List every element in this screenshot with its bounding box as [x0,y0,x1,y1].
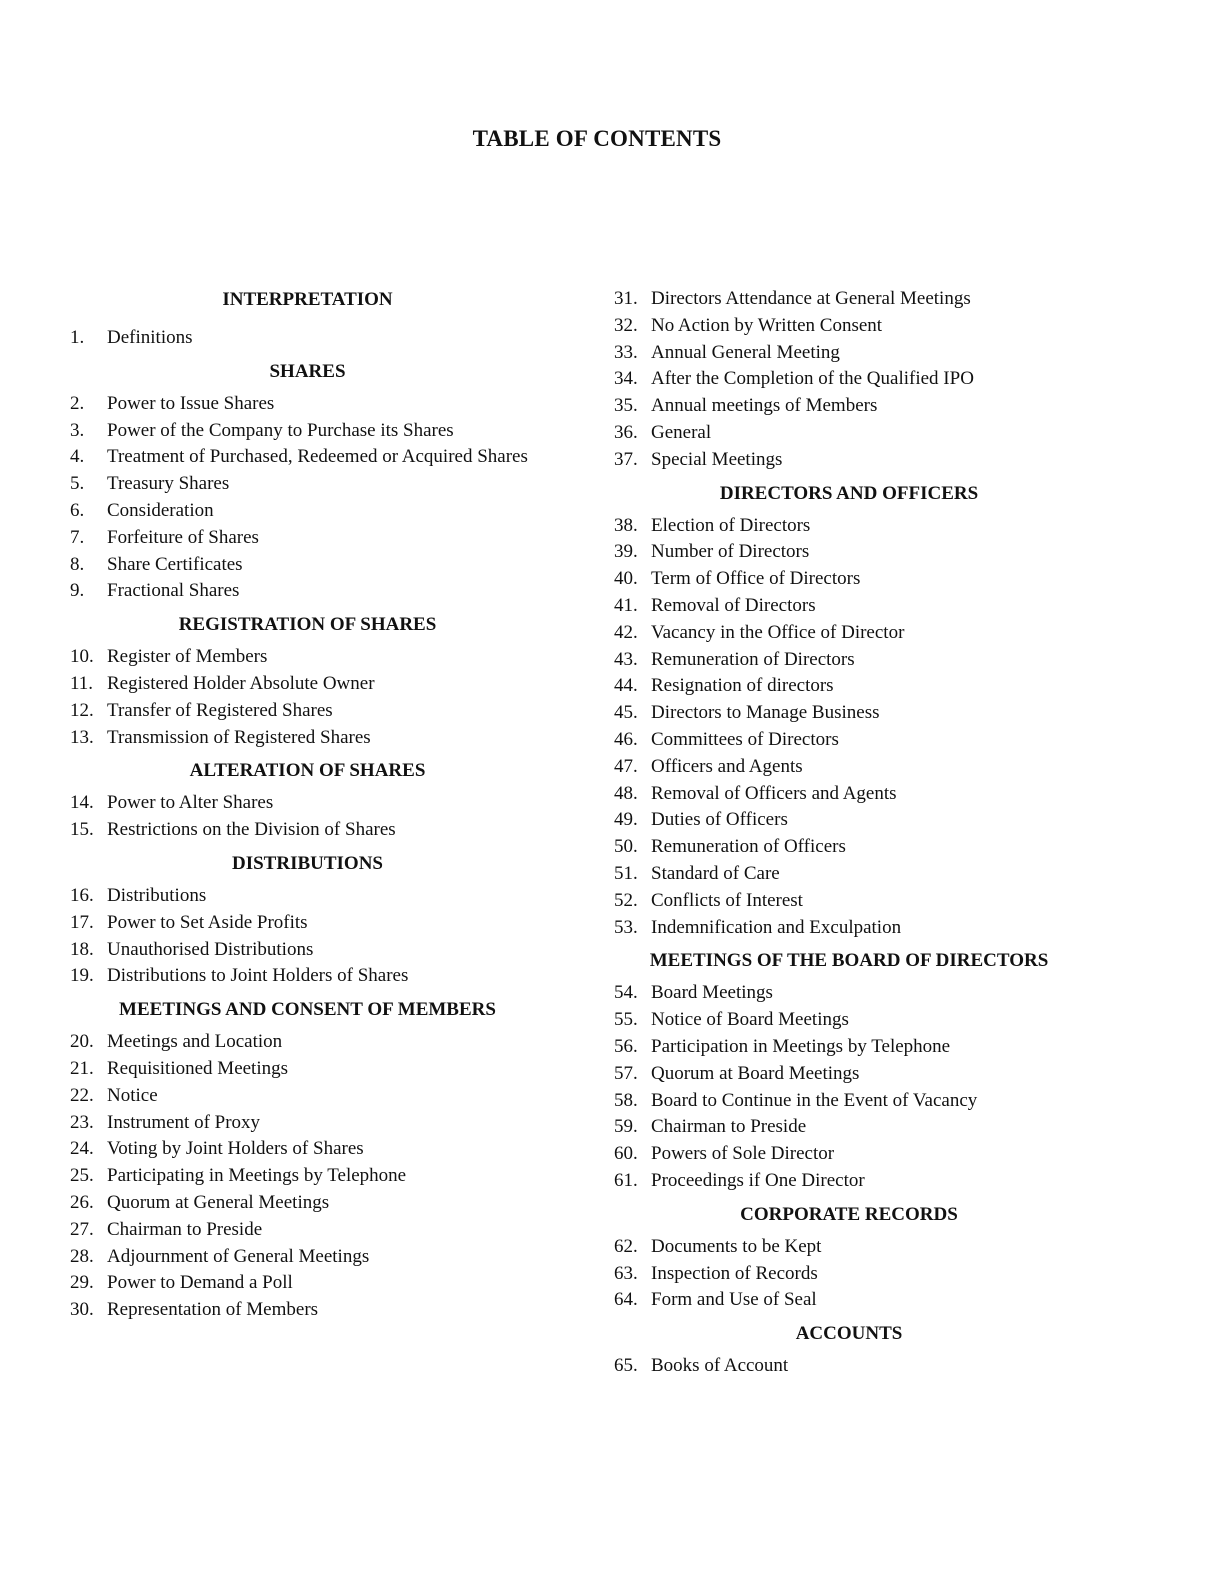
toc-entry-number: 19. [70,965,94,987]
toc-entry-title: Register of Members [107,646,268,668]
toc-entry-number: 65. [614,1355,638,1377]
toc-entry [70,963,545,990]
toc-entry-number: 21. [70,1057,94,1079]
toc-entry-title: Board Meetings [651,982,773,1004]
section-heading: SHARES [269,360,346,382]
toc-entry-title: Removal of Directors [651,594,816,616]
toc-entry-title: Chairman to Preside [651,1116,807,1138]
toc-entry-number: 6. [70,499,85,521]
toc-entry [70,525,545,552]
toc-entry-title: Indemnification and Exculpation [651,916,902,938]
toc-entry-number: 3. [70,419,85,441]
toc-entry [614,566,1084,593]
toc-entry [70,937,545,964]
toc-entry-number: 46. [614,728,638,750]
toc-entry-title: Instrument of Proxy [107,1111,261,1133]
toc-entry-number: 47. [614,755,638,777]
toc-entry [70,1083,545,1110]
toc-entry-title: Vacancy in the Office of Director [651,621,905,643]
toc-entry [70,790,545,817]
toc-entry-number: 23. [70,1111,94,1133]
toc-entry-title: Definitions [107,327,193,348]
toc-entry [70,644,545,671]
toc-entry [70,325,545,352]
toc-entry [614,620,1084,647]
section-heading: DISTRIBUTIONS [232,852,383,874]
toc-entry-title: Power to Issue Shares [107,392,275,414]
toc-entry [70,817,545,844]
section-heading: ACCOUNTS [795,1323,903,1345]
toc-entry-title: Treasury Shares [107,473,230,495]
toc-entry-number: 28. [70,1245,94,1267]
toc-entry [614,1168,1084,1195]
toc-entry-title: Term of Office of Directors [651,568,861,590]
toc-entry-number: 60. [614,1143,638,1165]
toc-entry-title: Annual meetings of Members [651,395,878,417]
toc-entry-number: 33. [614,341,638,363]
toc-entry [614,888,1084,915]
toc-entry-number: 58. [614,1089,638,1111]
toc-entry-title: Unauthorised Distributions [107,938,314,960]
toc-entry-number: 17. [70,911,94,933]
toc-entry-title: Meetings and Location [107,1031,283,1053]
toc-entry-title: Powers of Sole Director [651,1143,835,1165]
toc-entry [614,807,1084,834]
toc-entry [70,1136,545,1163]
toc-entry [614,593,1084,620]
toc-entry [614,340,1084,367]
toc-entry-title: No Action by Written Consent [651,314,883,336]
toc-entry-title: General [651,421,712,443]
toc-entry-title: Number of Directors [651,541,810,563]
toc-entry [70,418,545,445]
toc-entry [614,286,1084,313]
toc-entry [70,1297,545,1324]
toc-entry-number: 1. [70,327,85,348]
toc-entry-number: 64. [614,1289,638,1311]
section-heading: INTERPRETATION [222,289,393,310]
toc-entry-title: Adjournment of General Meetings [107,1245,370,1267]
toc-entry-number: 8. [70,553,85,575]
toc-entry-title: Remuneration of Directors [651,648,855,670]
toc-entry-title: Conflicts of Interest [651,889,803,911]
toc-entry-title: Proceedings if One Director [651,1169,865,1191]
toc-entry [70,1190,545,1217]
toc-entry [70,1110,545,1137]
toc-entry [70,1217,545,1244]
section-heading: MEETINGS OF THE BOARD OF DIRECTORS [649,950,1049,972]
toc-entry-title: Share Certificates [107,553,243,575]
toc-entry-number: 51. [614,862,638,884]
toc-entry-number: 2. [70,392,85,414]
toc-entry-title: Remuneration of Officers [651,836,846,858]
toc-entry-title: Board to Continue in the Event of Vacancy [651,1089,978,1111]
toc-entry [614,1261,1084,1288]
toc-entry-number: 25. [70,1165,94,1187]
toc-entry-title: Documents to be Kept [651,1235,822,1257]
toc-entry-title: Duties of Officers [651,809,788,831]
toc-entry-number: 62. [614,1235,638,1257]
toc-entry-number: 50. [614,836,638,858]
toc-entry-title: Power to Demand a Poll [107,1272,293,1294]
toc-entry-number: 31. [614,288,638,309]
toc-entry [70,698,545,725]
toc-entry-number: 13. [70,726,94,748]
toc-entry-number: 20. [70,1031,94,1053]
toc-entry-title: Voting by Joint Holders of Shares [107,1138,364,1160]
toc-entry-number: 41. [614,594,638,616]
toc-entry [70,1056,545,1083]
toc-entry-number: 30. [70,1299,94,1321]
toc-entry [70,471,545,498]
toc-entry-number: 16. [70,884,94,906]
toc-right-column [614,286,1084,1380]
toc-entry-number: 4. [70,446,85,468]
toc-entry-number: 32. [614,314,638,336]
toc-entry-number: 42. [614,621,638,643]
toc-entry-title: Restrictions on the Division of Shares [107,819,396,841]
toc-entry [70,498,545,525]
toc-entry-number: 44. [614,675,638,697]
toc-entry-title: Requisitioned Meetings [107,1057,289,1079]
toc-entry-number: 61. [614,1169,638,1191]
toc-left-column [70,286,545,1324]
toc-entry-number: 26. [70,1191,94,1213]
toc-entry [614,1034,1084,1061]
toc-entry-title: Notice [107,1084,158,1106]
toc-entry [70,1244,545,1271]
toc-entry-number: 43. [614,648,638,670]
toc-entry [614,1234,1084,1261]
toc-entry [614,1088,1084,1115]
toc-entry [70,552,545,579]
page-title: TABLE OF CONTENTS [472,126,722,151]
toc-entry-title: Quorum at General Meetings [107,1191,330,1213]
toc-entry [70,1029,545,1056]
toc-entry-number: 39. [614,541,638,563]
toc-entry-title: Participating in Meetings by Telephone [107,1165,407,1187]
toc-entry-number: 7. [70,526,85,548]
toc-entry [70,671,545,698]
toc-entry [614,781,1084,808]
toc-entry-title: Distributions to Joint Holders of Shares [107,965,409,987]
toc-entry [614,915,1084,942]
toc-entry [614,447,1084,474]
toc-entry [614,513,1084,540]
toc-entry-number: 29. [70,1272,94,1294]
toc-entry-number: 48. [614,782,638,804]
toc-entry-number: 36. [614,421,638,443]
toc-entry-title: Inspection of Records [651,1262,818,1284]
toc-entry-number: 40. [614,568,638,590]
toc-entry [614,1061,1084,1088]
toc-entry-number: 54. [614,982,638,1004]
toc-entry-number: 27. [70,1218,94,1240]
toc-entry [70,883,545,910]
toc-entry [614,1287,1084,1314]
toc-entry-title: Power of the Company to Purchase its Shares [107,419,454,441]
toc-entry [70,1163,545,1190]
section-heading: REGISTRATION OF SHARES [178,614,437,636]
toc-entry-title: Directors Attendance at General Meetings [651,288,971,309]
toc-entry [614,420,1084,447]
toc-entry-number: 12. [70,699,94,721]
toc-entry-title: After the Completion of the Qualified IPO [651,368,974,390]
toc-entry-title: Special Meetings [651,448,783,470]
toc-entry-title: Annual General Meeting [651,341,840,363]
toc-entry-title: Quorum at Board Meetings [651,1062,860,1084]
toc-entry-title: Chairman to Preside [107,1218,263,1240]
toc-entry-title: Fractional Shares [107,580,240,602]
toc-entry-number: 59. [614,1116,638,1138]
toc-entry-title: Forfeiture of Shares [107,526,259,548]
toc-entry-title: Transmission of Registered Shares [107,726,371,748]
toc-entry-number: 57. [614,1062,638,1084]
toc-entry-number: 9. [70,580,85,602]
toc-entry-title: Committees of Directors [651,728,839,750]
toc-entry [614,700,1084,727]
toc-entry-number: 10. [70,646,94,668]
toc-entry [614,834,1084,861]
toc-entry-title: Treatment of Purchased, Redeemed or Acquired Shares [107,446,528,468]
toc-entry [614,366,1084,393]
toc-entry-number: 45. [614,702,638,724]
toc-entry-title: Registered Holder Absolute Owner [107,672,375,694]
toc-entry-title: Transfer of Registered Shares [107,699,333,721]
toc-entry [614,647,1084,674]
toc-entry [614,754,1084,781]
toc-entry-number: 38. [614,514,638,536]
toc-entry-title: Directors to Manage Business [651,702,880,724]
toc-entry-number: 15. [70,819,94,841]
toc-entry-number: 24. [70,1138,94,1160]
toc-entry [70,910,545,937]
toc-entry-number: 34. [614,368,638,390]
toc-entry [614,539,1084,566]
toc-entry-number: 37. [614,448,638,470]
toc-entry-number: 56. [614,1035,638,1057]
section-heading: DIRECTORS AND OFFICERS [719,482,979,504]
toc-entry-title: Power to Alter Shares [107,792,274,814]
toc-entry-title: Representation of Members [107,1299,319,1321]
toc-entry [614,980,1084,1007]
toc-entry [70,578,545,605]
toc-entry-number: 5. [70,473,85,495]
toc-entry-title: Notice of Board Meetings [651,1009,849,1031]
toc-entry-title: Participation in Meetings by Telephone [651,1035,951,1057]
toc-entry [614,1141,1084,1168]
toc-entry-number: 14. [70,792,94,814]
toc-entry-number: 35. [614,395,638,417]
toc-entry [614,313,1084,340]
toc-entry [614,1007,1084,1034]
toc-entry [70,444,545,471]
toc-entry [614,393,1084,420]
toc-entry-title: Election of Directors [651,514,811,536]
toc-entry-number: 63. [614,1262,638,1284]
toc-entry-number: 53. [614,916,638,938]
toc-entry [614,673,1084,700]
toc-entry-number: 49. [614,809,638,831]
toc-entry-number: 11. [70,672,94,694]
toc-entry-title: Books of Account [651,1355,789,1377]
toc-entry [614,1114,1084,1141]
toc-entry-number: 22. [70,1084,94,1106]
toc-entry-title: Standard of Care [651,862,780,884]
section-heading: ALTERATION OF SHARES [189,760,426,782]
toc-entry-title: Form and Use of Seal [651,1289,817,1311]
toc-entry-title: Officers and Agents [651,755,803,777]
toc-entry-title: Power to Set Aside Profits [107,911,308,933]
toc-entry-title: Resignation of directors [651,675,834,697]
toc-entry-title: Consideration [107,499,214,521]
toc-entry-number: 52. [614,889,638,911]
toc-entry-title: Removal of Officers and Agents [651,782,897,804]
toc-entry [614,727,1084,754]
toc-entry-number: 18. [70,938,94,960]
toc-entry-title: Distributions [107,884,207,906]
section-heading: MEETINGS AND CONSENT OF MEMBERS [119,999,496,1021]
toc-entry [70,1270,545,1297]
section-heading: CORPORATE RECORDS [740,1203,958,1225]
toc-entry-number: 55. [614,1009,638,1031]
toc-entry [70,725,545,752]
toc-entry [70,391,545,418]
toc-entry [614,861,1084,888]
toc-entry [614,1353,1084,1380]
